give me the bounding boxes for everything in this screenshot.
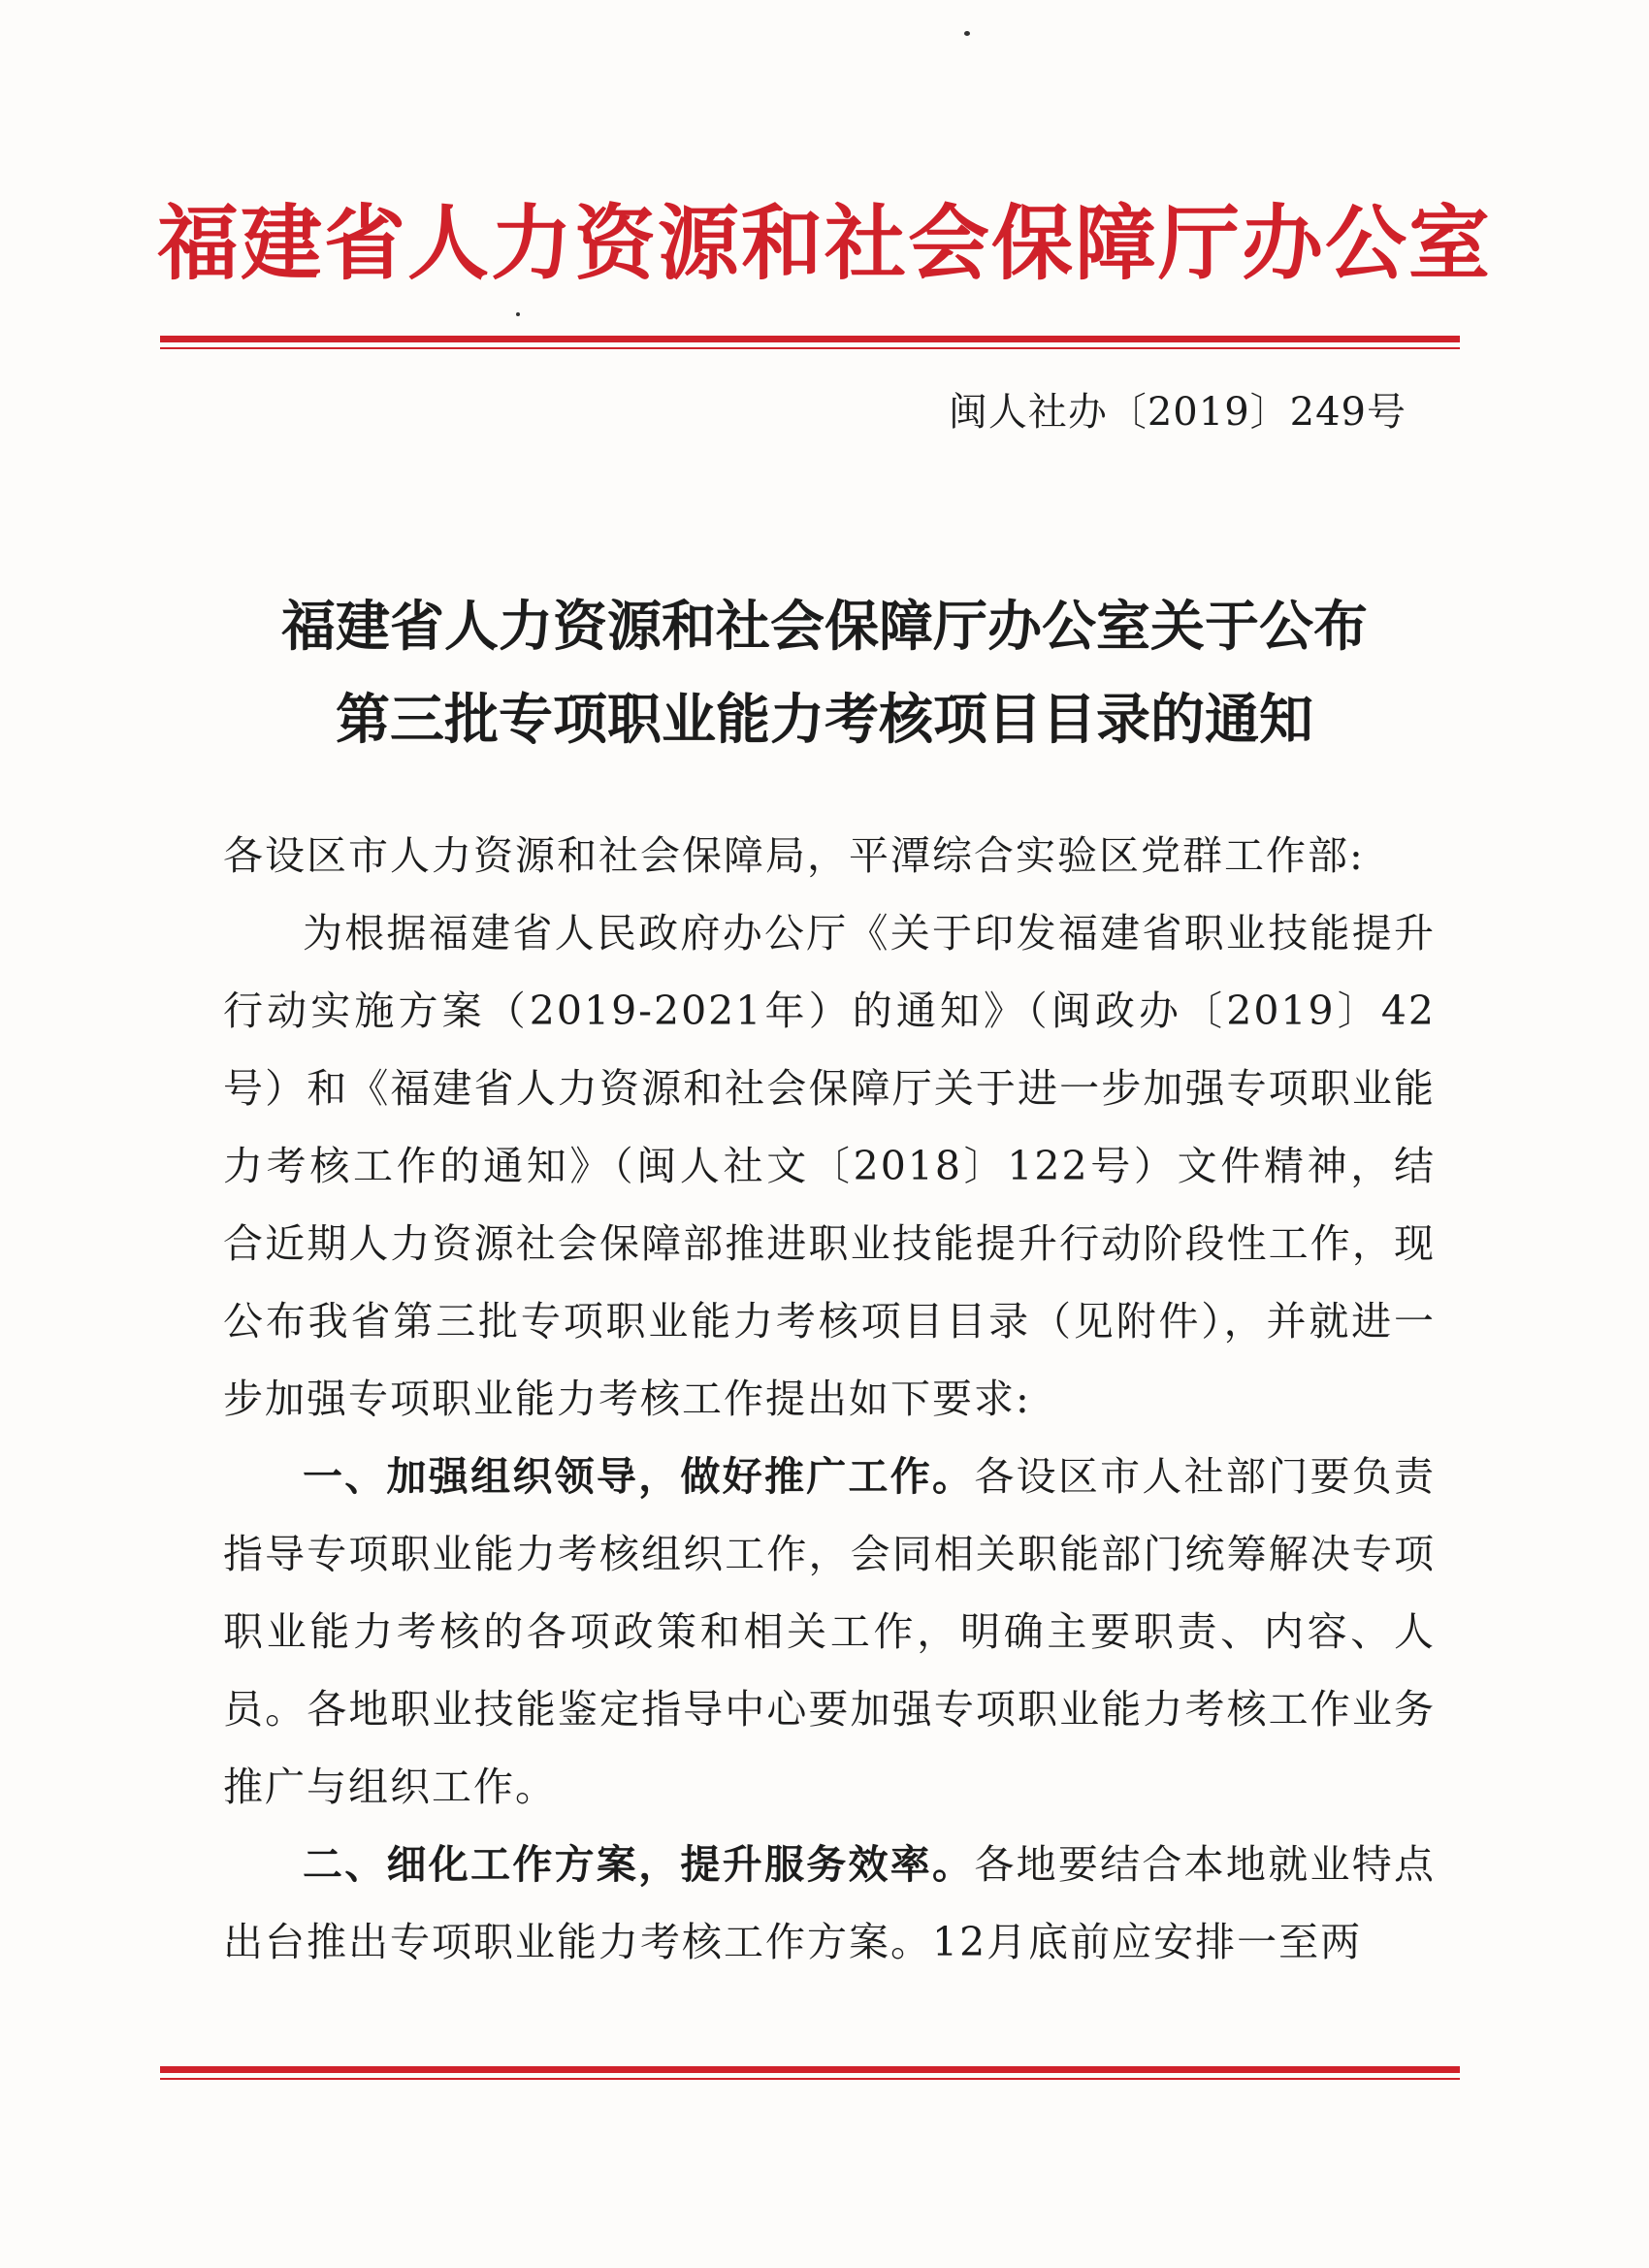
paragraph-section-2 bbox=[223, 1826, 1436, 1981]
section-1-body: 各设区市人社部门要负责指导专项职业能力考核组织工作，会同相关职能部门统筹解决专项职业能力考核的各项政策和相关工作，明确主要职责、内容、人员。各地职业技能鉴定指导中心要加强专项职业能力考核工作业务推广与组织工作。 bbox=[223, 1453, 1437, 1810]
footer-divider-thin bbox=[160, 2078, 1460, 2080]
header-divider-thin bbox=[160, 347, 1460, 349]
paragraph-section-1 bbox=[223, 1438, 1436, 1826]
scan-speck bbox=[964, 31, 970, 36]
document-body bbox=[223, 817, 1436, 1981]
header-divider-thick bbox=[160, 336, 1460, 342]
issuing-office-title: 福建省人力资源和社会保障厅办公室 bbox=[156, 195, 1492, 291]
scan-speck bbox=[516, 312, 520, 316]
notice-title bbox=[155, 580, 1494, 766]
section-2-heading: 二、细化工作方案，提升服务效率。 bbox=[303, 1841, 975, 1888]
notice-title-line-1: 福建省人力资源和社会保障厅办公室关于公布 bbox=[281, 595, 1368, 659]
section-2-body: 各地要结合本地就业特点出台推出专项职业能力考核工作方案。12月底前应安排一至两 bbox=[223, 1841, 1437, 1965]
paragraph-intro: 为根据福建省人民政府办公厅《关于印发福建省职业技能提升行动实施方案（2019-2021年）的通知》（闽政办〔2019〕42号）和《福建省人力资源和社会保障厅关于进一步加强专项职业能力考核工作的通知》（闽人社文〔2018〕122号）文件精神，结合近期人力资源社会保障部推进职业技能提升行动阶段性工作，现公布我省第三批专项职业能力考核项目目录（见附件），并就进一步加强专项职业能力考核工作提出如下要求: bbox=[223, 910, 1436, 1422]
notice-title-line-2: 第三批专项职业能力考核项目目录的通知 bbox=[336, 688, 1313, 752]
document-number: 闽人社办〔2019〕249号 bbox=[948, 390, 1406, 435]
salutation: 各设区市人力资源和社会保障局，平潭综合实验区党群工作部: bbox=[223, 832, 1365, 879]
section-1-heading: 一、加强组织领导，做好推广工作。 bbox=[303, 1453, 975, 1500]
footer-divider-thick bbox=[160, 2066, 1460, 2073]
